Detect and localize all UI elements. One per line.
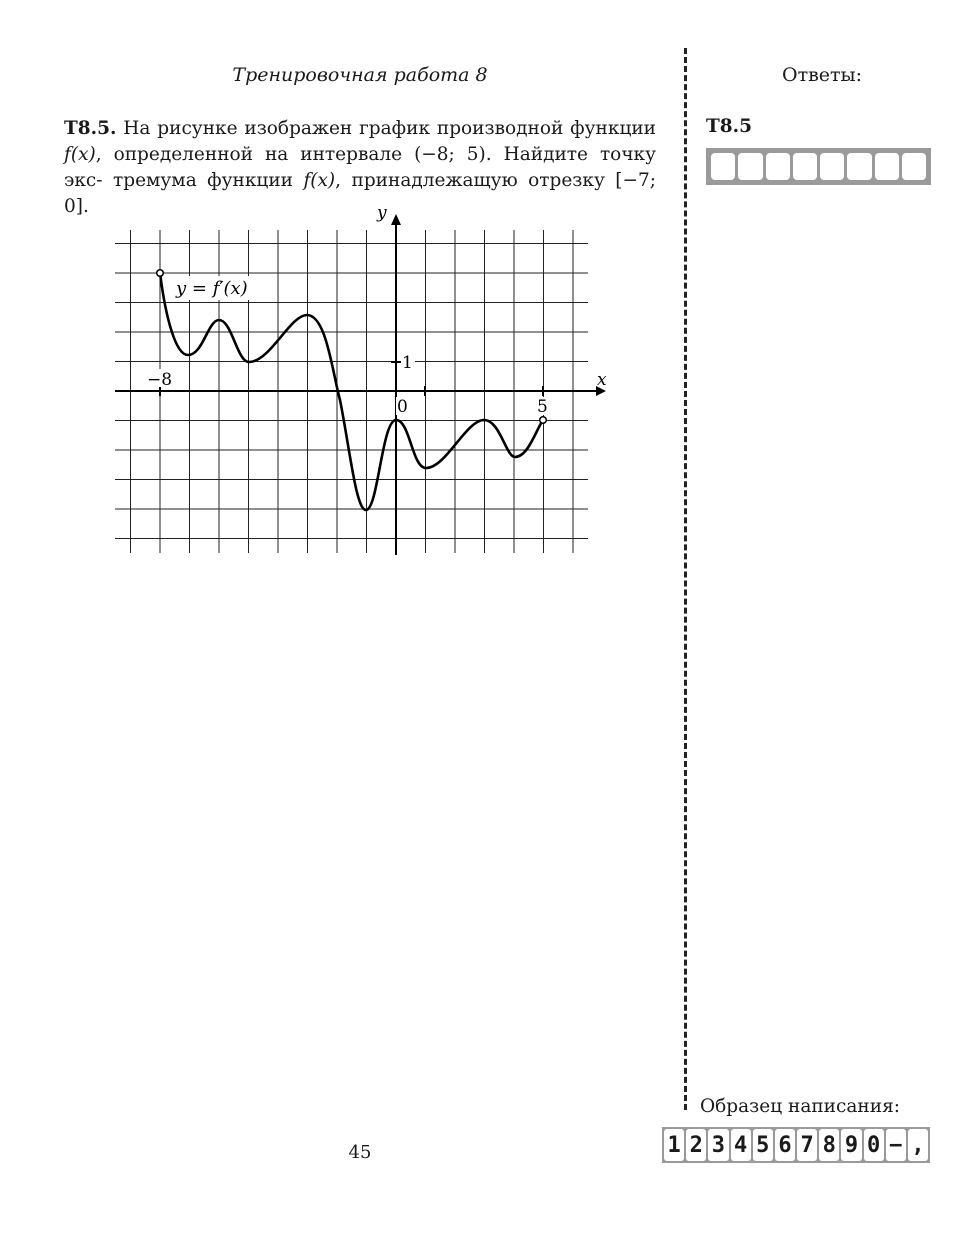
answer-label: Т8.5 — [706, 116, 752, 137]
answer-field[interactable] — [706, 148, 931, 185]
sample-char: 7 — [797, 1129, 817, 1161]
tick-label-5: 5 — [537, 397, 548, 417]
problem-text-2: , определенной на интервале (−8; 5). Найдите точку экс- — [64, 144, 656, 191]
answer-cell[interactable] — [875, 153, 899, 180]
work-title: Тренировочная работа 8 — [232, 64, 488, 86]
sample-char: 5 — [753, 1129, 773, 1161]
sample-char: 6 — [775, 1129, 795, 1161]
sample-char: − — [886, 1129, 906, 1161]
answer-cell[interactable] — [793, 153, 817, 180]
open-endpoint-left — [157, 270, 164, 277]
answer-cell[interactable] — [738, 153, 762, 180]
answer-cell[interactable] — [766, 153, 790, 180]
tick-label-1: 1 — [402, 353, 413, 373]
problem-func-2: f(x) — [303, 170, 336, 191]
sample-label: Образец написания: — [700, 1096, 900, 1117]
sample-char: 0 — [864, 1129, 884, 1161]
y-axis-arrow — [391, 214, 401, 225]
answer-cell[interactable] — [847, 153, 871, 180]
problem-text-1: На рисунке изображен график производной функции — [123, 118, 657, 139]
page-number: 45 — [348, 1142, 372, 1163]
x-axis-label: x — [597, 370, 607, 390]
function-label: y = f′(x) — [176, 278, 248, 299]
open-endpoint-right — [540, 417, 547, 424]
answer-cell[interactable] — [711, 153, 735, 180]
answer-cell[interactable] — [902, 153, 926, 180]
problem-text-4: , принадлежащую отрезку [−7; 0]. — [64, 170, 656, 217]
y-axis-label: y — [377, 203, 387, 223]
sample-writing — [662, 1127, 930, 1163]
tick-label-minus8: −8 — [147, 370, 173, 390]
sample-char: 8 — [819, 1129, 839, 1161]
derivative-graph — [0, 0, 975, 600]
sample-char: 9 — [841, 1129, 861, 1161]
answer-cell[interactable] — [820, 153, 844, 180]
tick-label-0: 0 — [397, 397, 408, 417]
problem-number: Т8.5. — [64, 118, 117, 139]
problem-text-3: тремума функции — [113, 170, 304, 191]
answers-title: Ответы: — [782, 64, 863, 86]
problem-func-1: f(x) — [64, 144, 96, 165]
sample-char: , — [908, 1129, 928, 1161]
sample-char: 4 — [731, 1129, 751, 1161]
sample-char: 3 — [708, 1129, 728, 1161]
sample-char: 2 — [686, 1129, 706, 1161]
sample-char: 1 — [664, 1129, 684, 1161]
